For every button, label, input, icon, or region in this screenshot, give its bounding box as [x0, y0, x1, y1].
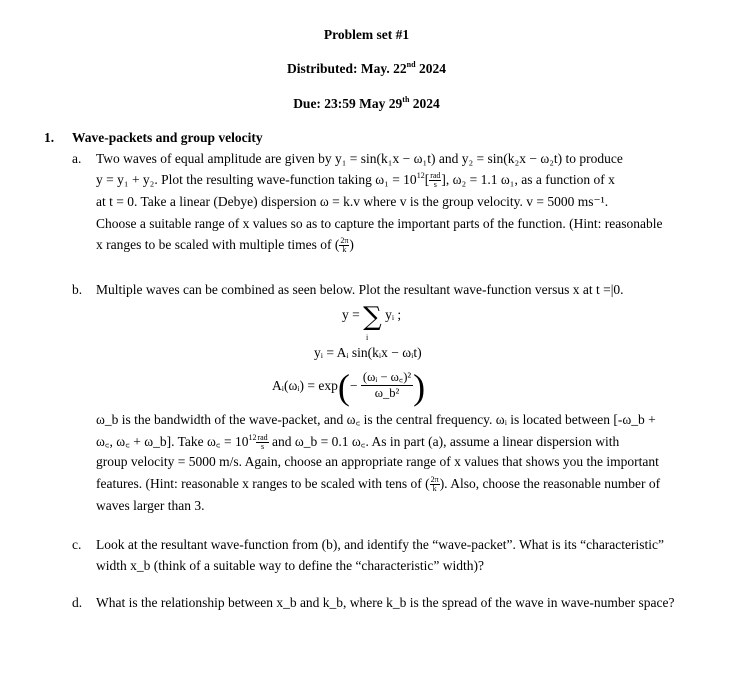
- part-a-marker: a.: [72, 151, 82, 166]
- equation-sum-index: i: [366, 333, 369, 342]
- page-title: Problem set #1: [323, 27, 410, 42]
- part-c-line-2: width x_b (think of a suitable way to define the “characteristic” width)?: [96, 558, 484, 573]
- problem-title: Wave-packets and group velocity: [72, 130, 263, 145]
- part-a-line-4: Choose a suitable range of x values so as to capture the important parts of the function. (Hint: reasonable: [96, 216, 663, 231]
- part-d-marker: d.: [72, 595, 83, 610]
- problem-number: 1.: [44, 130, 55, 145]
- part-b-line-3: ω꜀, ω꜀ + ω_b]. Take ω꜀ = $10^{12}$ $\frac{\text{rad}}{s}$ and ω_b = 0.1 ω꜀. As in part (a), assume a linear dispersion with: [96, 433, 620, 452]
- part-b-line-6: waves larger than 3.: [96, 498, 205, 513]
- part-a-line-2: y = y₁ + y₂. Plot the resulting wave-function taking $\omega_1 = 10^{12}$[ $\frac{\text{rad}}{s}$ ], ω₂ = 1.1 ω₁, as a function of x: [96, 171, 615, 190]
- equation-sum: y = ∑ yᵢ ;: [342, 302, 402, 332]
- equation-amplitude: Aᵢ(ωᵢ) = exp(− $\frac{\text{(ωᵢ − ω꜀)²}}{\text{ω\_b²}}$ ): [272, 367, 426, 407]
- part-b-marker: b.: [72, 282, 83, 297]
- part-a-line-1: Two waves of equal amplitude are given by y₁ = sin(k₁x − ω₁t) and y₂ = sin(k₂x − ω₂t) to produce: [96, 151, 623, 166]
- part-d-line-1: What is the relationship between x_b and k_b, where k_b is the spread of the wave in wave-number space?: [96, 595, 675, 610]
- part-b-line-2: ω_b is the bandwidth of the wave-packet, and ω꜀ is the central frequency. ωᵢ is located between [-ω_b +: [96, 412, 656, 427]
- due-date: Due: 23:59 May 29th 2024: [293, 95, 440, 111]
- distributed-date: Distributed: May. 22nd 2024: [287, 60, 446, 76]
- part-b-line-4: group velocity = 5000 m/s. Again, choose an appropriate range of x values that shows you the important: [96, 454, 659, 469]
- equation-wave: yᵢ = Aᵢ sin(kᵢx − ωᵢt): [314, 345, 422, 360]
- part-b-line-1: Multiple waves can be combined as seen below. Plot the resultant wave-function versus x at t =|0.: [96, 282, 624, 297]
- part-a-line-3: at t = 0. Take a linear (Debye) dispersion ω = k.v where v is the group velocity. v = 5000 ms⁻¹.: [96, 194, 609, 209]
- part-a-line-5: x ranges to be scaled with multiple times of ( $\frac{2\pi}{k}$ ): [96, 236, 354, 255]
- part-c-marker: c.: [72, 537, 82, 552]
- part-c-line-1: Look at the resultant wave-function from (b), and identify the “wave-packet”. What is its “characteristic”: [96, 537, 665, 552]
- part-b-line-5: features. (Hint: reasonable x ranges to be scaled with tens of ( $\frac{2\pi}{k}$ ). Also, choose the reasonable number of: [96, 475, 661, 494]
